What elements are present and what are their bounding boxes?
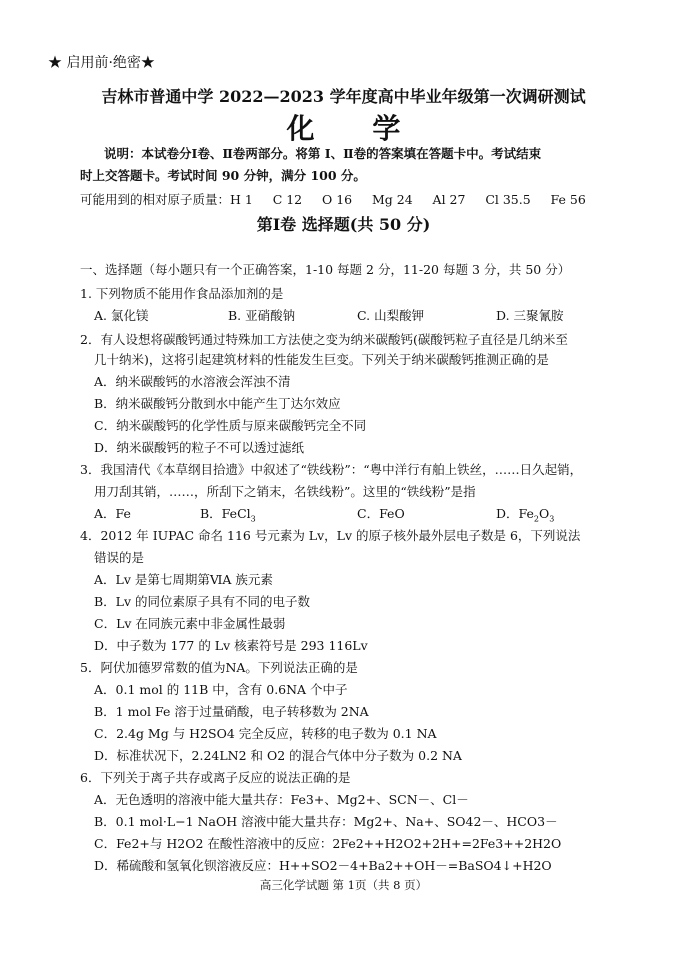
question-2-option-d: D．纳米碳酸钙的粒子不可以透过滤纸 <box>94 440 305 455</box>
question-1-option-c: C. 山梨酸钾 <box>357 308 425 323</box>
question-3-stem-1: 3．我国清代《本草纲目拾遗》中叙述了“铁线粉”：“粤中洋行有舶上铁丝，……日久起销， <box>80 462 583 477</box>
atomic-masses: 可能用到的相对原子质量：H 1 C 12 O 16 Mg 24 Al 27 Cl 35.5 Fe 56 <box>80 192 586 207</box>
part-heading: 一、选择题（每小题只有一个正确答案，1-10 每题 2 分，11-20 每题 3 分，共 50 分） <box>80 262 571 277</box>
question-4-option-a: A．Lv 是第七周期第ⅥA 族元素 <box>94 572 273 587</box>
question-6-option-d: D．稀硫酸和氢氧化钡溶液反应：H++SO2－4+Ba2++OH－=BaSO4↓+H2O <box>94 858 552 873</box>
question-2-option-c: C．纳米碳酸钙的化学性质与原来碳酸钙完全不同 <box>94 418 367 433</box>
question-5-option-a: A．0.1 mol 的 11B 中，含有 0.6NA 个中子 <box>94 682 348 697</box>
question-6-option-c: C．Fe2+与 H2O2 在酸性溶液中的反应：2Fe2++H2O2+2H+=2Fe3++2H2O <box>94 836 562 851</box>
question-3-option-c: C．FeO <box>357 506 405 521</box>
page-footer: 高三化学试题 第 1页（共 8 页） <box>259 878 428 892</box>
question-4-stem-1: 4．2012 年 IUPAC 命名 116 号元素为 Lv，Lv 的原子核外最外层电子数是 6，下列说法 <box>80 528 581 543</box>
question-4-stem-2: 错误的是 <box>94 550 145 565</box>
question-6-option-a: A．无色透明的溶液中能大量共存：Fe3+、Mg2+、SCN－、Cl－ <box>94 792 469 807</box>
subscript: 3 <box>549 514 555 524</box>
question-4-option-b: B．Lv 的同位素原子具有不同的电子数 <box>94 594 311 609</box>
question-4-option-c: C．Lv 在同族元素中非金属性最弱 <box>94 616 286 631</box>
question-1-option-a: A. 氯化镁 <box>94 308 149 323</box>
question-5-stem: 5．阿伏加德罗常数的值为NA。下列说法正确的是 <box>80 660 358 675</box>
question-2-option-b: B．纳米碳酸钙分散到水中能产生丁达尔效应 <box>94 396 341 411</box>
instructions-line-1: 说明：本试卷分Ⅰ卷、Ⅱ卷两部分。将第 Ⅰ、Ⅱ卷的答案填在答题卡中。考试结束 <box>104 146 542 161</box>
question-3-option-b <box>200 506 256 522</box>
question-3-option-d-text-2: O <box>539 506 550 521</box>
subscript: 2 <box>533 514 540 524</box>
exam-title: 吉林市普通中学 2022—2023 学年度高中毕业年级第一次调研测试 <box>101 87 586 106</box>
subject-title: 化 学 <box>286 112 425 145</box>
question-1-option-b: B. 亚硝酸钠 <box>228 308 296 323</box>
question-2-option-a: A．纳米碳酸钙的水溶液会浑浊不清 <box>94 374 291 389</box>
question-3-option-d <box>496 506 554 522</box>
question-3-option-b-text: B．FeCl <box>200 506 251 521</box>
instructions-line-2: 时上交答题卡。考试时间 90 分钟，满分 100 分。 <box>80 168 366 183</box>
question-6-option-b: B．0.1 mol·L−1 NaOH 溶液中能大量共存：Mg2+、Na+、SO42－、HCO3－ <box>94 814 558 829</box>
question-6-stem: 6．下列关于离子共存或离子反应的说法正确的是 <box>80 770 351 785</box>
question-1-option-d: D. 三聚氰胺 <box>496 308 564 323</box>
question-4-option-d: D．中子数为 177 的 Lv 核素符号是 293 116Lv <box>94 638 368 653</box>
question-3-option-d-text: D．Fe <box>496 506 534 521</box>
question-5-option-d: D．标准状况下，2.24LN2 和 O2 的混合气体中分子数为 0.2 NA <box>94 748 462 763</box>
question-5-option-c: C．2.4g Mg 与 H2SO4 完全反应，转移的电子数为 0.1 NA <box>94 726 437 741</box>
question-1-stem: 1. 下列物质不能用作食品添加剂的是 <box>80 286 284 301</box>
question-5-option-b: B．1 mol Fe 溶于过量硝酸，电子转移数为 2NA <box>94 704 369 719</box>
question-3-stem-2: 用刀刮其销，……，所刮下之销末，名铁线粉”。这里的“铁线粉”是指 <box>94 484 476 499</box>
question-3-option-a: A．Fe <box>94 506 131 521</box>
subscript: 3 <box>250 514 256 524</box>
question-2-stem-2: 几十纳米)，这将引起建筑材料的性能发生巨变。下列关于纳米碳酸钙推测正确的是 <box>94 352 549 367</box>
question-2-stem-1: 2．有人设想将碳酸钙通过特殊加工方法使之变为纳米碳酸钙(碳酸钙粒子直径是几纳米至 <box>80 332 568 347</box>
section-title: 第Ⅰ卷 选择题(共 50 分) <box>256 215 431 234</box>
confidential-label: ★ 启用前·绝密★ <box>48 55 155 71</box>
